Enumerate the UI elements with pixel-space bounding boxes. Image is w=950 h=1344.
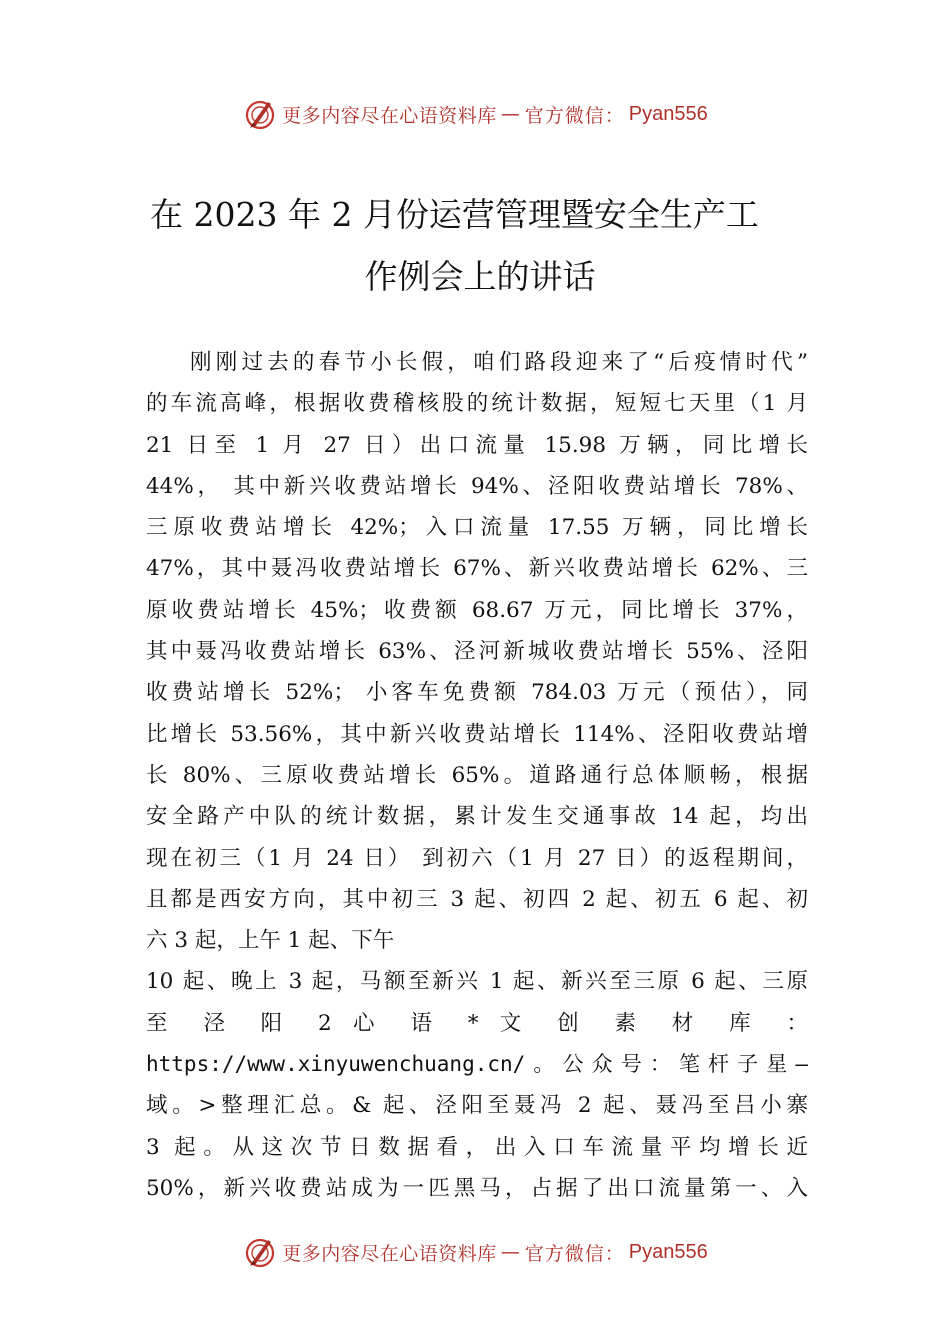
header-banner bbox=[0, 94, 950, 134]
document-title bbox=[140, 184, 820, 308]
body-line: 刚刚过去的春节小长假，咱们路段迎来了“后疫情时代” bbox=[190, 350, 808, 375]
banner-label: 官方微信： bbox=[524, 104, 625, 127]
body-line: 44%， 其中新兴收费站增长 94%、泾阳收费站增长 78%、 bbox=[146, 473, 808, 499]
body-line: 其中聂冯收费站增长 63%、泾河新城收费站增长 55%、泾阳 bbox=[146, 639, 808, 665]
wechat-account: Pyan556 bbox=[628, 1240, 708, 1263]
banner-text: 更多内容尽在心语资料库 bbox=[282, 1242, 497, 1265]
body-line: 50%，新兴收费站成为一匹黑马，占据了出口流量第一、入 bbox=[146, 1175, 808, 1201]
brush-logo-icon bbox=[242, 96, 278, 132]
body-line: 10 起、晚上 3 起，马额至新兴 1 起、新兴至三原 6 起、三原 bbox=[146, 969, 808, 995]
banner-separator: — bbox=[500, 103, 521, 125]
body-line: 21 日至 1 月 27 日）出口流量 15.98 万辆，同比增长 bbox=[146, 432, 808, 458]
wechat-account: Pyan556 bbox=[628, 102, 708, 125]
body-line: 至 泾 阳 2 心 语 * 文 创 素 材 库 ： bbox=[146, 1010, 808, 1036]
body-line: 六 3 起，上午 1 起、下午 bbox=[146, 928, 395, 954]
body-line: 且都是西安方向，其中初三 3 起、初四 2 起、初五 6 起、初 bbox=[146, 886, 808, 912]
title-line-2: 作例会上的讲话 bbox=[364, 257, 596, 296]
body-line: 原收费站增长 45%；收费额 68.67 万元，同比增长 37%， bbox=[146, 597, 808, 623]
banner-label: 官方微信： bbox=[524, 1242, 625, 1265]
body-line: 长 80%、三原收费站增长 65%。道路通行总体顺畅，根据 bbox=[146, 762, 808, 788]
banner-separator: — bbox=[500, 1241, 521, 1263]
body-line: 域。>整理汇总。& 起、泾阳至聂冯 2 起、聂冯至吕小寨 bbox=[146, 1093, 808, 1119]
body-line: 3 起。从这次节日数据看，出入口车流量平均增长近 bbox=[146, 1134, 808, 1160]
brush-logo-icon bbox=[242, 1234, 278, 1270]
banner-text: 更多内容尽在心语资料库 bbox=[282, 104, 497, 127]
title-line-1: 在 2023 年 2 月份运营管理暨安全生产工 bbox=[150, 195, 759, 234]
body-line: 比增长 53.56%，其中新兴收费站增长 114%、泾阳收费站增 bbox=[146, 721, 808, 747]
body-line: 收费站增长 52%； 小客车免费额 784.03 万元（预估），同 bbox=[146, 680, 808, 706]
body-line: 安全路产中队的统计数据，累计发生交通事故 14 起，均出 bbox=[146, 804, 808, 830]
body-line: 现在初三（1 月 24 日） 到初六（1 月 27 日）的返程期间， bbox=[146, 845, 808, 871]
body-line: 三原收费站增长 42%；入口流量 17.55 万辆，同比增长 bbox=[146, 515, 808, 541]
body-line: 的车流高峰，根据收费稽核股的统计数据，短短七天里（1 月 bbox=[146, 391, 808, 417]
body-line-url[interactable]: https://www.xinyuwenchuang.cn/。公众号：笔杆子星— bbox=[146, 1052, 808, 1077]
footer-banner bbox=[0, 1232, 950, 1272]
document-body bbox=[146, 342, 808, 1209]
body-line: 47%，其中聂冯收费站增长 67%、新兴收费站增长 62%、三 bbox=[146, 556, 808, 582]
